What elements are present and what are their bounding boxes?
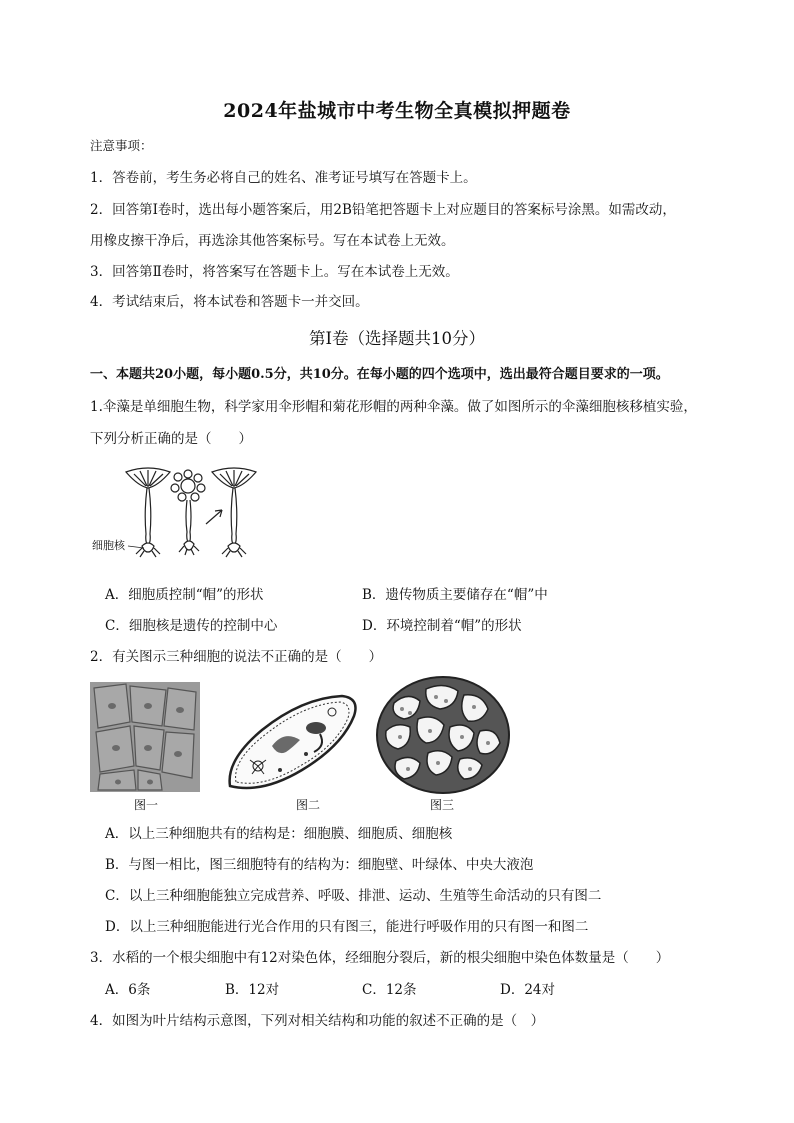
q1-option-a: A．细胞质控制“帽”的形状 xyxy=(105,587,264,603)
notice-heading: 注意事项： xyxy=(90,138,153,153)
notice-item-4: 4．考试结束后，将本试卷和答题卡一并交回。 xyxy=(90,294,369,310)
section-instruction: 一、本题共20小题，每小题0.5分，共10分。在每小题的四个选项中，选出最符合题目要求的一项。 xyxy=(90,367,669,382)
q2-option-a: A．以上三种细胞共有的结构是：细胞膜、细胞质、细胞核 xyxy=(105,826,453,842)
page-title: 2024年盐城市中考生物全真模拟押题卷 xyxy=(223,100,571,122)
q4-stem: 4．如图为叶片结构示意图，下列对相关结构和功能的叙述不正确的是（ ） xyxy=(90,1013,545,1029)
q2-figure-1-label: 图一 xyxy=(134,798,159,812)
section-title: 第Ⅰ卷（选择题共10分） xyxy=(308,329,485,348)
q3-option-b: B．12对 xyxy=(225,982,280,998)
q2-stem: 2．有关图示三种细胞的说法不正确的是（ ） xyxy=(90,649,383,665)
q2-option-c: C．以上三种细胞能独立完成营养、呼吸、排泄、运动、生殖等生命活动的只有图二 xyxy=(105,888,602,904)
q1-stem-line1: 1.伞藻是单细胞生物，科学家用伞形帽和菊花形帽的两种伞藻。做了如图所示的伞藻细胞核移植实验， xyxy=(90,399,697,415)
notice-item-1: 1．答卷前，考生务必将自己的姓名、准考证号填写在答题卡上。 xyxy=(90,170,477,186)
notice-item-2: 2．回答第Ⅰ卷时，选出每小题答案后，用2B铅笔把答题卡上对应题目的答案标号涂黑。如需改动， xyxy=(90,202,676,218)
q1-stem-line2: 下列分析正确的是（ ） xyxy=(90,431,252,447)
q2-option-d: D．以上三种细胞能进行光合作用的只有图三，能进行呼吸作用的只有图一和图二 xyxy=(105,919,589,935)
q1-figure-label-nucleus: 细胞核 xyxy=(92,539,125,552)
q2-figure-2-label: 图二 xyxy=(296,798,321,812)
q2-figure-3-plant-cells xyxy=(374,673,512,797)
q1-option-c: C．细胞核是遗传的控制中心 xyxy=(105,618,278,634)
q1-option-b: B．遗传物质主要储存在“帽”中 xyxy=(362,587,548,603)
q3-stem: 3．水稻的一个根尖细胞中有12对染色体，经细胞分裂后，新的根尖细胞中染色体数量是（ ） xyxy=(90,950,670,966)
q1-option-d: D．环境控制着“帽”的形状 xyxy=(362,618,522,634)
q3-option-a: A．6条 xyxy=(105,982,151,998)
notice-item-2-cont: 用橡皮擦干净后，再选涂其他答案标号。写在本试卷上无效。 xyxy=(90,233,455,249)
q2-option-b: B．与图一相比，图三细胞特有的结构为：细胞壁、叶绿体、中央大液泡 xyxy=(105,857,534,873)
q2-figure-1-cells xyxy=(90,682,200,792)
q3-option-c: C．12条 xyxy=(362,982,417,998)
notice-item-3: 3．回答第Ⅱ卷时，将答案写在答题卡上。写在本试卷上无效。 xyxy=(90,264,459,280)
q3-option-d: D．24对 xyxy=(500,982,556,998)
q2-figure-3-label: 图三 xyxy=(430,798,455,812)
q2-figure-2-paramecium xyxy=(222,690,362,794)
